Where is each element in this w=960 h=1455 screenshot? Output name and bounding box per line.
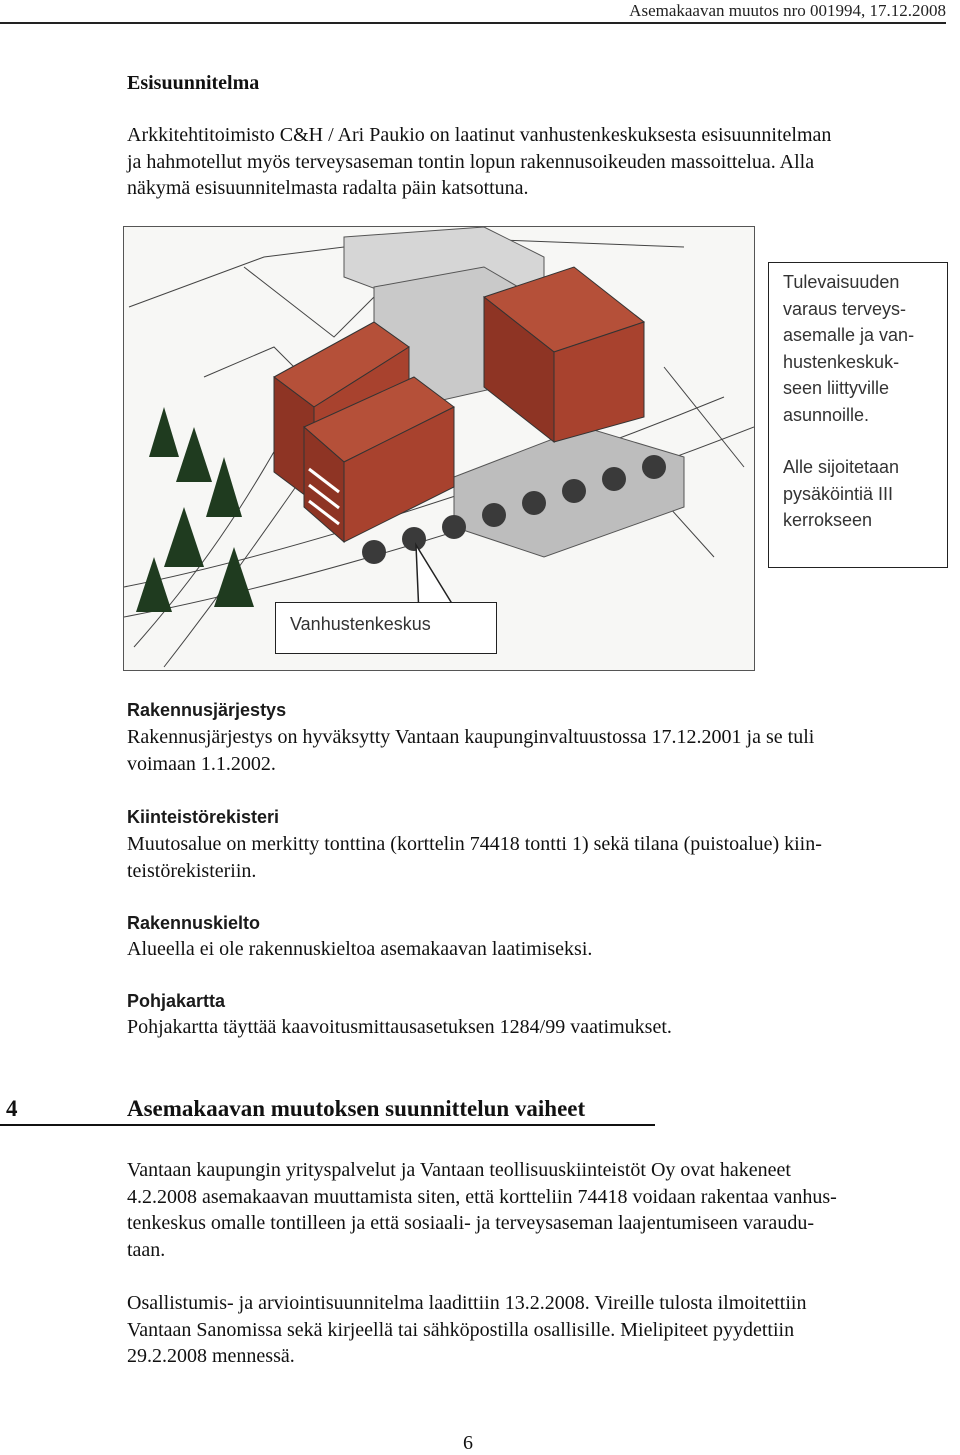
heading-kiinteistorekisteri: Kiinteistörekisteri — [127, 807, 280, 827]
callout-line: Alle sijoitetaan — [783, 457, 900, 477]
text-line: Alueella ei ole rakennuskieltoa asemakaavan laatimiseksi. — [127, 938, 593, 960]
text-line: Arkkitehtitoimisto C&H / Ari Paukio on laatinut vanhustenkeskuksesta esisuunnitelman — [127, 124, 832, 146]
paragraph-rakennusjarjestys — [127, 724, 814, 777]
text-line: Osallistumis- ja arviointisuunnitelma laadittiin 13.2.2008. Vireille tulosta ilmoitettiin — [127, 1292, 807, 1314]
callout-future-reservation — [768, 262, 948, 568]
section-number: 4 — [6, 1096, 18, 1121]
callout-line: varaus terveys- — [783, 298, 907, 319]
section4-paragraph-1 — [127, 1157, 837, 1263]
paragraph-kiinteistorekisteri — [127, 831, 822, 884]
plot-line — [664, 367, 744, 467]
heading-pohjakartta: Pohjakartta — [127, 991, 226, 1011]
text-line: voimaan 1.1.2002. — [127, 752, 276, 775]
section-title: Asemakaavan muutoksen suunnittelun vaiheet — [127, 1096, 586, 1121]
callout-spacer — [783, 428, 947, 454]
text-line: Vantaan Sanomissa sekä kirjeellä tai sähköpostilla osallisille. Mielipiteet pyydettiin — [127, 1318, 795, 1341]
callout-line: asemalle ja van- — [783, 325, 915, 345]
text-line: ja hahmotellut myös terveysaseman tontin lopun rakennusoikeuden massoittelua. Alla — [127, 150, 815, 173]
text-line: 29.2.2008 mennessä. — [127, 1345, 295, 1367]
callout-line: kerrokseen — [783, 510, 873, 530]
text-line: taan. — [127, 1238, 166, 1261]
heading-rakennuskielto: Rakennuskielto — [127, 913, 261, 933]
text-line: näkymä esisuunnitelmasta radalta päin katsottuna. — [127, 177, 529, 199]
text-line: tenkeskus omalle tontilleen ja että sosiaali- ja terveysaseman laajentumiseen varaudu- — [127, 1212, 814, 1234]
text-line: Pohjakartta täyttää kaavoitusmittausasetuksen 1284/99 vaatimukset. — [127, 1016, 672, 1038]
intro-paragraph — [127, 122, 831, 202]
page-number: 6 — [463, 1432, 473, 1454]
heading-rakennusjarjestys: Rakennusjärjestys — [127, 700, 287, 720]
section-rule — [0, 1124, 655, 1126]
callout-vanhustenkeskus — [275, 602, 497, 654]
callout-line: pysäköintiä III — [783, 483, 894, 504]
callout-line: seen liittyville — [783, 378, 890, 398]
callout-line: Tulevaisuuden — [783, 272, 900, 292]
callout-line: asunnoille. — [783, 404, 870, 425]
section4-paragraph-2 — [127, 1290, 806, 1370]
running-header — [0, 0, 946, 24]
running-title: Asemakaavan muutos nro 001994, 17.12.2008 — [629, 1, 946, 20]
trees-left — [136, 407, 254, 612]
paragraph-pohjakartta — [127, 1014, 672, 1041]
callout-line: hustenkeskuk- — [783, 351, 900, 372]
text-line: Muutosalue on merkitty tonttina (korttelin 74418 tontti 1) sekä tilana (puistoalue) kiin- — [127, 833, 822, 855]
text-line: 4.2.2008 asemakaavan muuttamista siten, että kortteliin 74418 voidaan rakentaa vanhus- — [127, 1185, 837, 1208]
paragraph-rakennuskielto — [127, 936, 592, 963]
heading-esisuunnitelma: Esisuunnitelma — [127, 72, 260, 94]
text-line: Vantaan kaupungin yrityspalvelut ja Vantaan teollisuuskiinteistöt Oy ovat hakeneet — [127, 1159, 791, 1181]
text-line: teistörekisteriin. — [127, 859, 257, 882]
text-line: Rakennusjärjestys on hyväksytty Vantaan kaupunginvaltuustossa 17.12.2001 ja se tuli — [127, 726, 815, 748]
callout-label: Vanhustenkeskus — [290, 614, 431, 634]
